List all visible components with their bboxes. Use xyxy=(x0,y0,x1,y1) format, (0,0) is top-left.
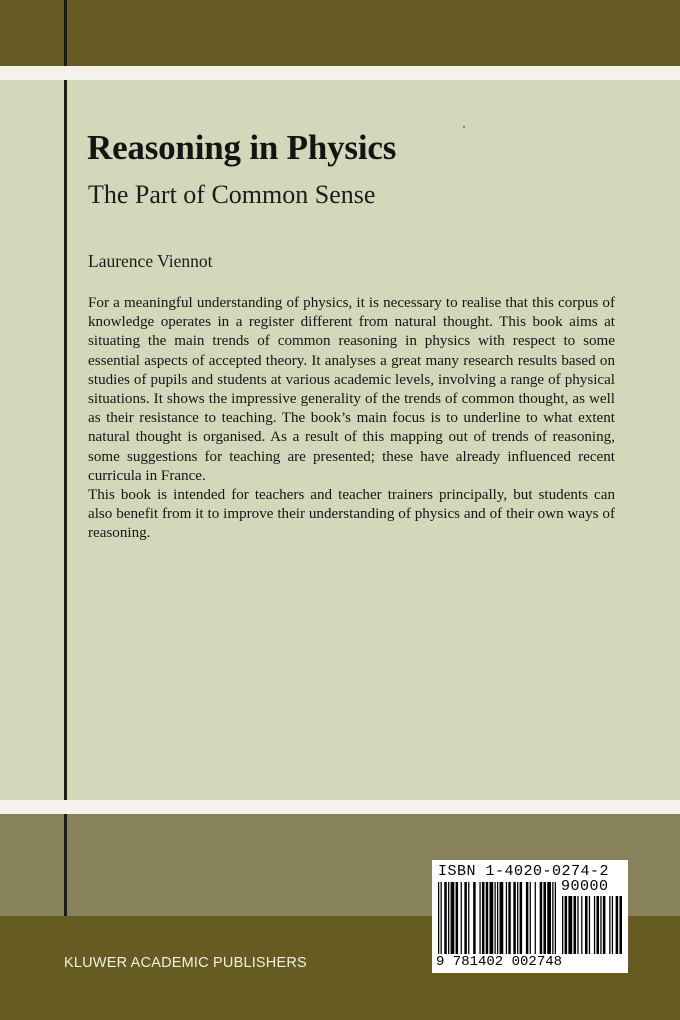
ean-digits: 9 781402 002748 xyxy=(436,954,563,970)
top-vertical-rule xyxy=(64,0,67,66)
lower-vertical-rule xyxy=(64,814,67,916)
blurb-text xyxy=(88,294,615,544)
top-olive-band xyxy=(0,0,680,66)
isbn-barcode-box xyxy=(432,860,628,973)
price-code: 90000 xyxy=(561,878,609,895)
top-white-stripe xyxy=(0,66,680,80)
publisher-name: KLUWER ACADEMIC PUBLISHERS xyxy=(64,955,307,971)
author-name: Laurence Viennot xyxy=(88,251,213,271)
blurb-paragraph-1: For a meaningful understanding of physics, it is necessary to realise that this corpus of knowledge operates in a register different from natural thought. This book aims at situating the main trends of common reasoning in physics with respect to some essential aspects of accepted theory. It analyses a great many research results based on studies of pupils and students at various academic levels, involving a range of physical situations. It shows the impressive generality of the trends of common thought, as well as their resistance to teaching. The book’s main focus is to underline to what extent natural thought is organised. As a result of this mapping out of trends of reasoning, some suggestions for teaching are presented; these have already influenced recent curricula in France. xyxy=(88,295,615,484)
main-vertical-rule xyxy=(64,80,67,800)
isbn-number: ISBN 1-4020-0274-2 xyxy=(438,863,610,880)
addon-barcode-icon xyxy=(562,896,622,954)
book-subtitle: The Part of Common Sense xyxy=(88,180,376,209)
book-title: Reasoning in Physics xyxy=(87,128,397,167)
ean-barcode-icon xyxy=(438,882,556,954)
bottom-white-stripe xyxy=(0,800,680,814)
blurb-paragraph-2: This book is intended for teachers and teacher trainers principally, but students can also benefit from it to improve their understanding of physics and of their own ways of reasoning. xyxy=(88,487,615,542)
